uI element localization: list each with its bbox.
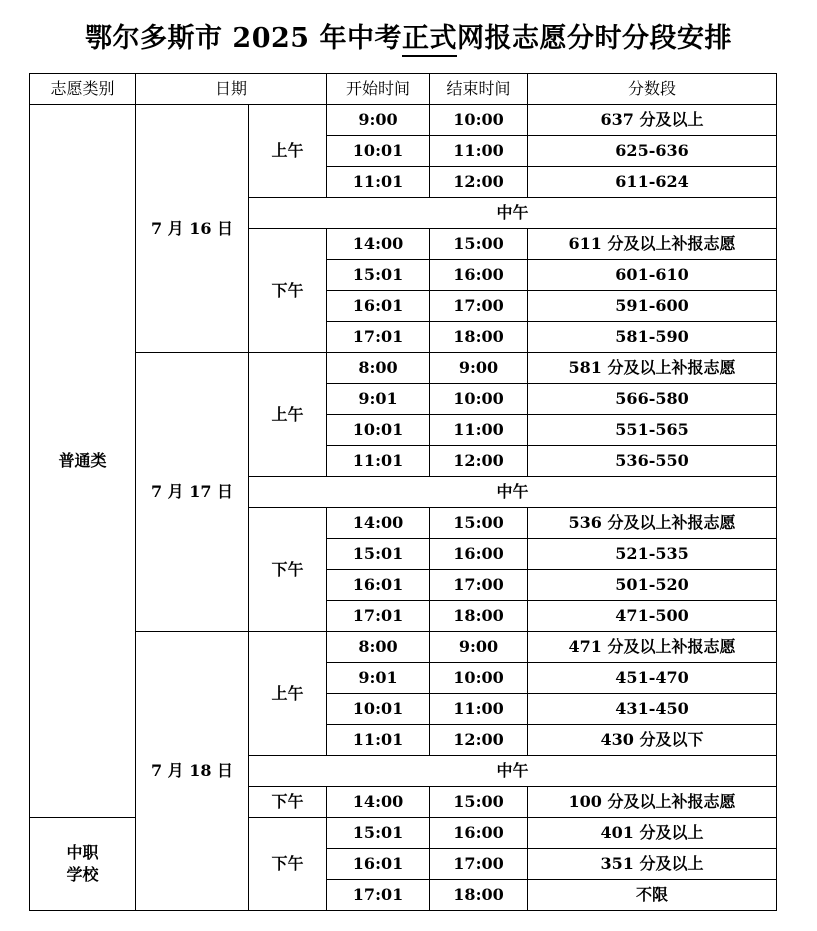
- end-time-cell: 11:00: [430, 136, 528, 167]
- end-time-cell: 9:00: [430, 353, 528, 384]
- score-range-cell: 100 分及以上补报志愿: [528, 787, 777, 818]
- end-time-cell: 18:00: [430, 880, 528, 911]
- start-time-cell: 8:00: [327, 353, 430, 384]
- score-range-cell: 601-610: [528, 260, 777, 291]
- start-time-cell: 9:01: [327, 663, 430, 694]
- end-time-cell: 12:00: [430, 446, 528, 477]
- score-range-cell: 501-520: [528, 570, 777, 601]
- end-time-cell: 10:00: [430, 105, 528, 136]
- score-range-cell: 611-624: [528, 167, 777, 198]
- end-time-cell: 16:00: [430, 539, 528, 570]
- period-am-cell: 上午: [249, 353, 327, 477]
- header-row: [30, 74, 777, 105]
- end-time-cell: 10:00: [430, 384, 528, 415]
- page-title: [0, 16, 817, 55]
- date-cell: 7 月 17 日: [136, 353, 249, 632]
- title-pre: 鄂尔多斯市 2025 年中考: [85, 23, 402, 54]
- schedule-table-body: [30, 74, 777, 911]
- start-time-cell: 9:01: [327, 384, 430, 415]
- start-time-cell: 17:01: [327, 880, 430, 911]
- start-time-cell: 8:00: [327, 632, 430, 663]
- table-row: [30, 105, 777, 136]
- end-time-cell: 10:00: [430, 663, 528, 694]
- period-pm-cell: 下午: [249, 229, 327, 353]
- header-score-range: 分数段: [528, 74, 777, 105]
- start-time-cell: 16:01: [327, 570, 430, 601]
- score-range-cell: 536-550: [528, 446, 777, 477]
- header-end-time: 结束时间: [430, 74, 528, 105]
- score-range-cell: 536 分及以上补报志愿: [528, 508, 777, 539]
- end-time-cell: 12:00: [430, 725, 528, 756]
- start-time-cell: 16:01: [327, 849, 430, 880]
- start-time-cell: 15:01: [327, 539, 430, 570]
- score-range-cell: 581 分及以上补报志愿: [528, 353, 777, 384]
- start-time-cell: 11:01: [327, 725, 430, 756]
- score-range-cell: 581-590: [528, 322, 777, 353]
- score-range-cell: 521-535: [528, 539, 777, 570]
- date-cell: 7 月 18 日: [136, 632, 249, 911]
- score-range-cell: 637 分及以上: [528, 105, 777, 136]
- period-am-cell: 上午: [249, 105, 327, 198]
- noon-cell: 中午: [249, 756, 777, 787]
- start-time-cell: 11:01: [327, 446, 430, 477]
- score-range-cell: 351 分及以上: [528, 849, 777, 880]
- end-time-cell: 11:00: [430, 694, 528, 725]
- noon-cell: 中午: [249, 477, 777, 508]
- table-row: [30, 632, 777, 663]
- score-range-cell: 不限: [528, 880, 777, 911]
- title-underlined: 正式: [402, 23, 457, 57]
- end-time-cell: 16:00: [430, 260, 528, 291]
- score-range-cell: 566-580: [528, 384, 777, 415]
- end-time-cell: 15:00: [430, 229, 528, 260]
- end-time-cell: 15:00: [430, 508, 528, 539]
- end-time-cell: 18:00: [430, 601, 528, 632]
- date-cell: 7 月 16 日: [136, 105, 249, 353]
- end-time-cell: 17:00: [430, 570, 528, 601]
- start-time-cell: 17:01: [327, 322, 430, 353]
- start-time-cell: 14:00: [327, 229, 430, 260]
- end-time-cell: 12:00: [430, 167, 528, 198]
- score-range-cell: 430 分及以下: [528, 725, 777, 756]
- title-post: 网报志愿分时分段安排: [456, 23, 732, 54]
- end-time-cell: 16:00: [430, 818, 528, 849]
- noon-cell: 中午: [249, 198, 777, 229]
- score-range-cell: 611 分及以上补报志愿: [528, 229, 777, 260]
- start-time-cell: 10:01: [327, 415, 430, 446]
- end-time-cell: 9:00: [430, 632, 528, 663]
- start-time-cell: 9:00: [327, 105, 430, 136]
- score-range-cell: 401 分及以上: [528, 818, 777, 849]
- schedule-table: [29, 73, 777, 911]
- score-range-cell: 591-600: [528, 291, 777, 322]
- header-start-time: 开始时间: [327, 74, 430, 105]
- start-time-cell: 15:01: [327, 260, 430, 291]
- category-general-cell: 普通类: [30, 105, 136, 818]
- header-category: 志愿类别: [30, 74, 136, 105]
- score-range-cell: 431-450: [528, 694, 777, 725]
- start-time-cell: 10:01: [327, 136, 430, 167]
- start-time-cell: 17:01: [327, 601, 430, 632]
- start-time-cell: 11:01: [327, 167, 430, 198]
- start-time-cell: 10:01: [327, 694, 430, 725]
- end-time-cell: 17:00: [430, 291, 528, 322]
- period-pm-cell: 下午: [249, 787, 327, 818]
- start-time-cell: 14:00: [327, 508, 430, 539]
- start-time-cell: 14:00: [327, 787, 430, 818]
- end-time-cell: 17:00: [430, 849, 528, 880]
- period-pm-cell: 下午: [249, 508, 327, 632]
- table-row: [30, 353, 777, 384]
- end-time-cell: 18:00: [430, 322, 528, 353]
- score-range-cell: 471-500: [528, 601, 777, 632]
- end-time-cell: 15:00: [430, 787, 528, 818]
- header-date: 日期: [136, 74, 327, 105]
- score-range-cell: 551-565: [528, 415, 777, 446]
- end-time-cell: 11:00: [430, 415, 528, 446]
- category-vocational-cell: 中职 学校: [30, 818, 136, 911]
- start-time-cell: 16:01: [327, 291, 430, 322]
- score-range-cell: 451-470: [528, 663, 777, 694]
- period-am-cell: 上午: [249, 632, 327, 756]
- score-range-cell: 471 分及以上补报志愿: [528, 632, 777, 663]
- start-time-cell: 15:01: [327, 818, 430, 849]
- period-pm-cell: 下午: [249, 818, 327, 911]
- score-range-cell: 625-636: [528, 136, 777, 167]
